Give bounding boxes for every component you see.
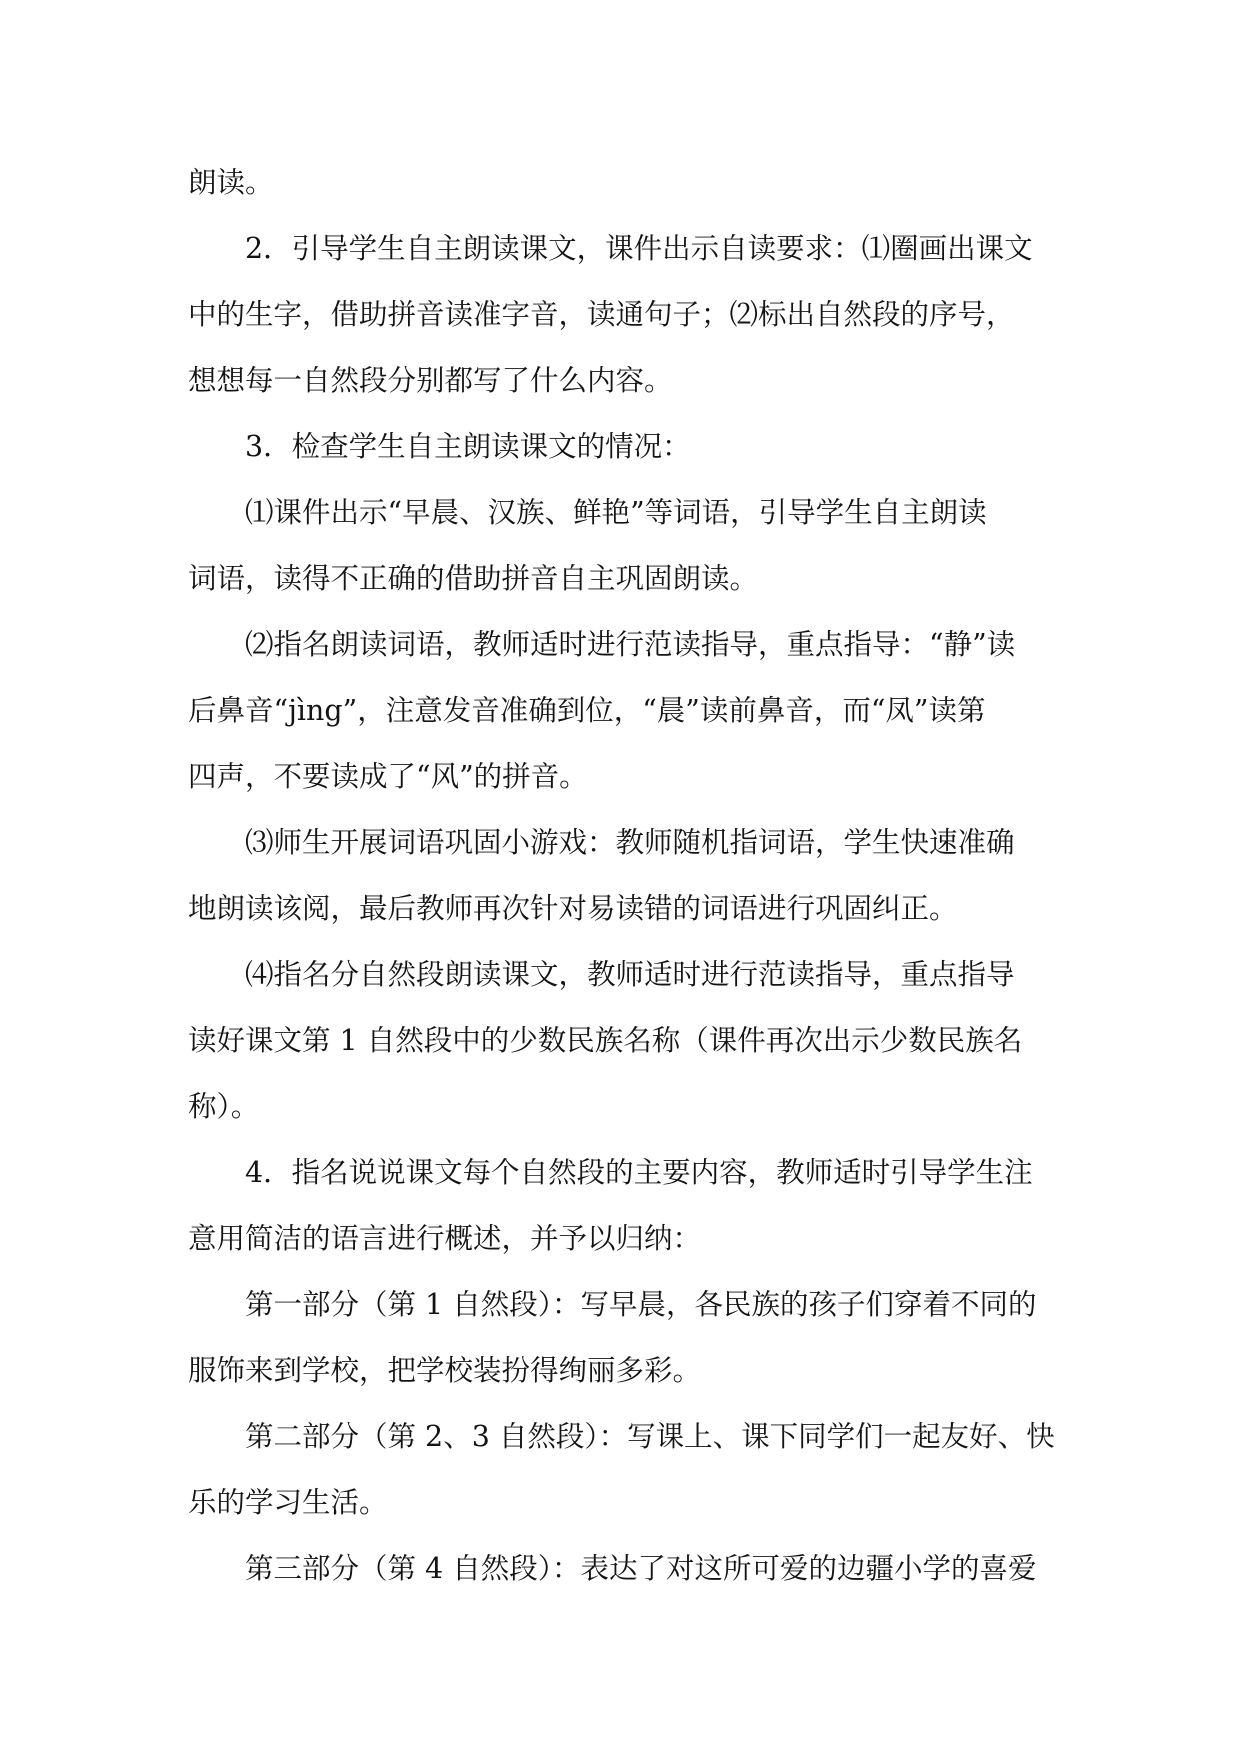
text-line: 3．检查学生自主朗读课文的情况： <box>245 430 691 463</box>
text-line: 四声，不要读成了“风”的拼音。 <box>188 760 588 793</box>
text-line: 2．引导学生自主朗读课文，课件出示自读要求：⑴圈画出课文 <box>245 232 1033 265</box>
text-line: 意用简洁的语言进行概述，并予以归纳： <box>188 1222 702 1255</box>
text-line: 地朗读该阅，最后教师再次针对易读错的词语进行巩固纠正。 <box>188 892 958 925</box>
text-line: 乐的学习生活。 <box>188 1486 388 1519</box>
text-line: 朗读。 <box>188 166 274 199</box>
text-line: 第三部分（第 4 自然段）：表达了对这所可爱的边疆小学的喜爱 <box>245 1552 1037 1585</box>
text-line: 中的生字，借助拼音读准字音，读通句子；⑵标出自然段的序号， <box>188 298 1015 331</box>
text-line: 第一部分（第 1 自然段）：写早晨，各民族的孩子们穿着不同的 <box>245 1288 1037 1321</box>
text-line: ⑷指名分自然段朗读课文，教师适时进行范读指导，重点指导 <box>245 958 1015 991</box>
text-line: 称）。 <box>188 1090 260 1123</box>
document-body <box>188 150 1068 1602</box>
text-line: ⑴课件出示“早晨、汉族、鲜艳”等词语，引导学生自主朗读 <box>245 496 987 529</box>
text-line: 想想每一自然段分别都写了什么内容。 <box>188 364 673 397</box>
text-line: 后鼻音“jìng”，注意发音准确到位，“晨”读前鼻音，而“凤”读第 <box>188 694 986 727</box>
text-line: 服饰来到学校，把学校装扮得绚丽多彩。 <box>188 1354 702 1387</box>
text-line: ⑵指名朗读词语，教师适时进行范读指导，重点指导：“静”读 <box>245 628 1016 661</box>
text-line: 4．指名说说课文每个自然段的主要内容，教师适时引导学生注 <box>245 1156 1033 1189</box>
text-line: 第二部分（第 2、3 自然段）：写课上、课下同学们一起友好、快 <box>245 1420 1055 1453</box>
text-line: ⑶师生开展词语巩固小游戏：教师随机指词语，学生快速准确 <box>245 826 1015 859</box>
text-line: 词语，读得不正确的借助拼音自主巩固朗读。 <box>188 562 759 595</box>
text-line: 读好课文第 1 自然段中的少数民族名称（课件再次出示少数民族名 <box>188 1024 1023 1057</box>
